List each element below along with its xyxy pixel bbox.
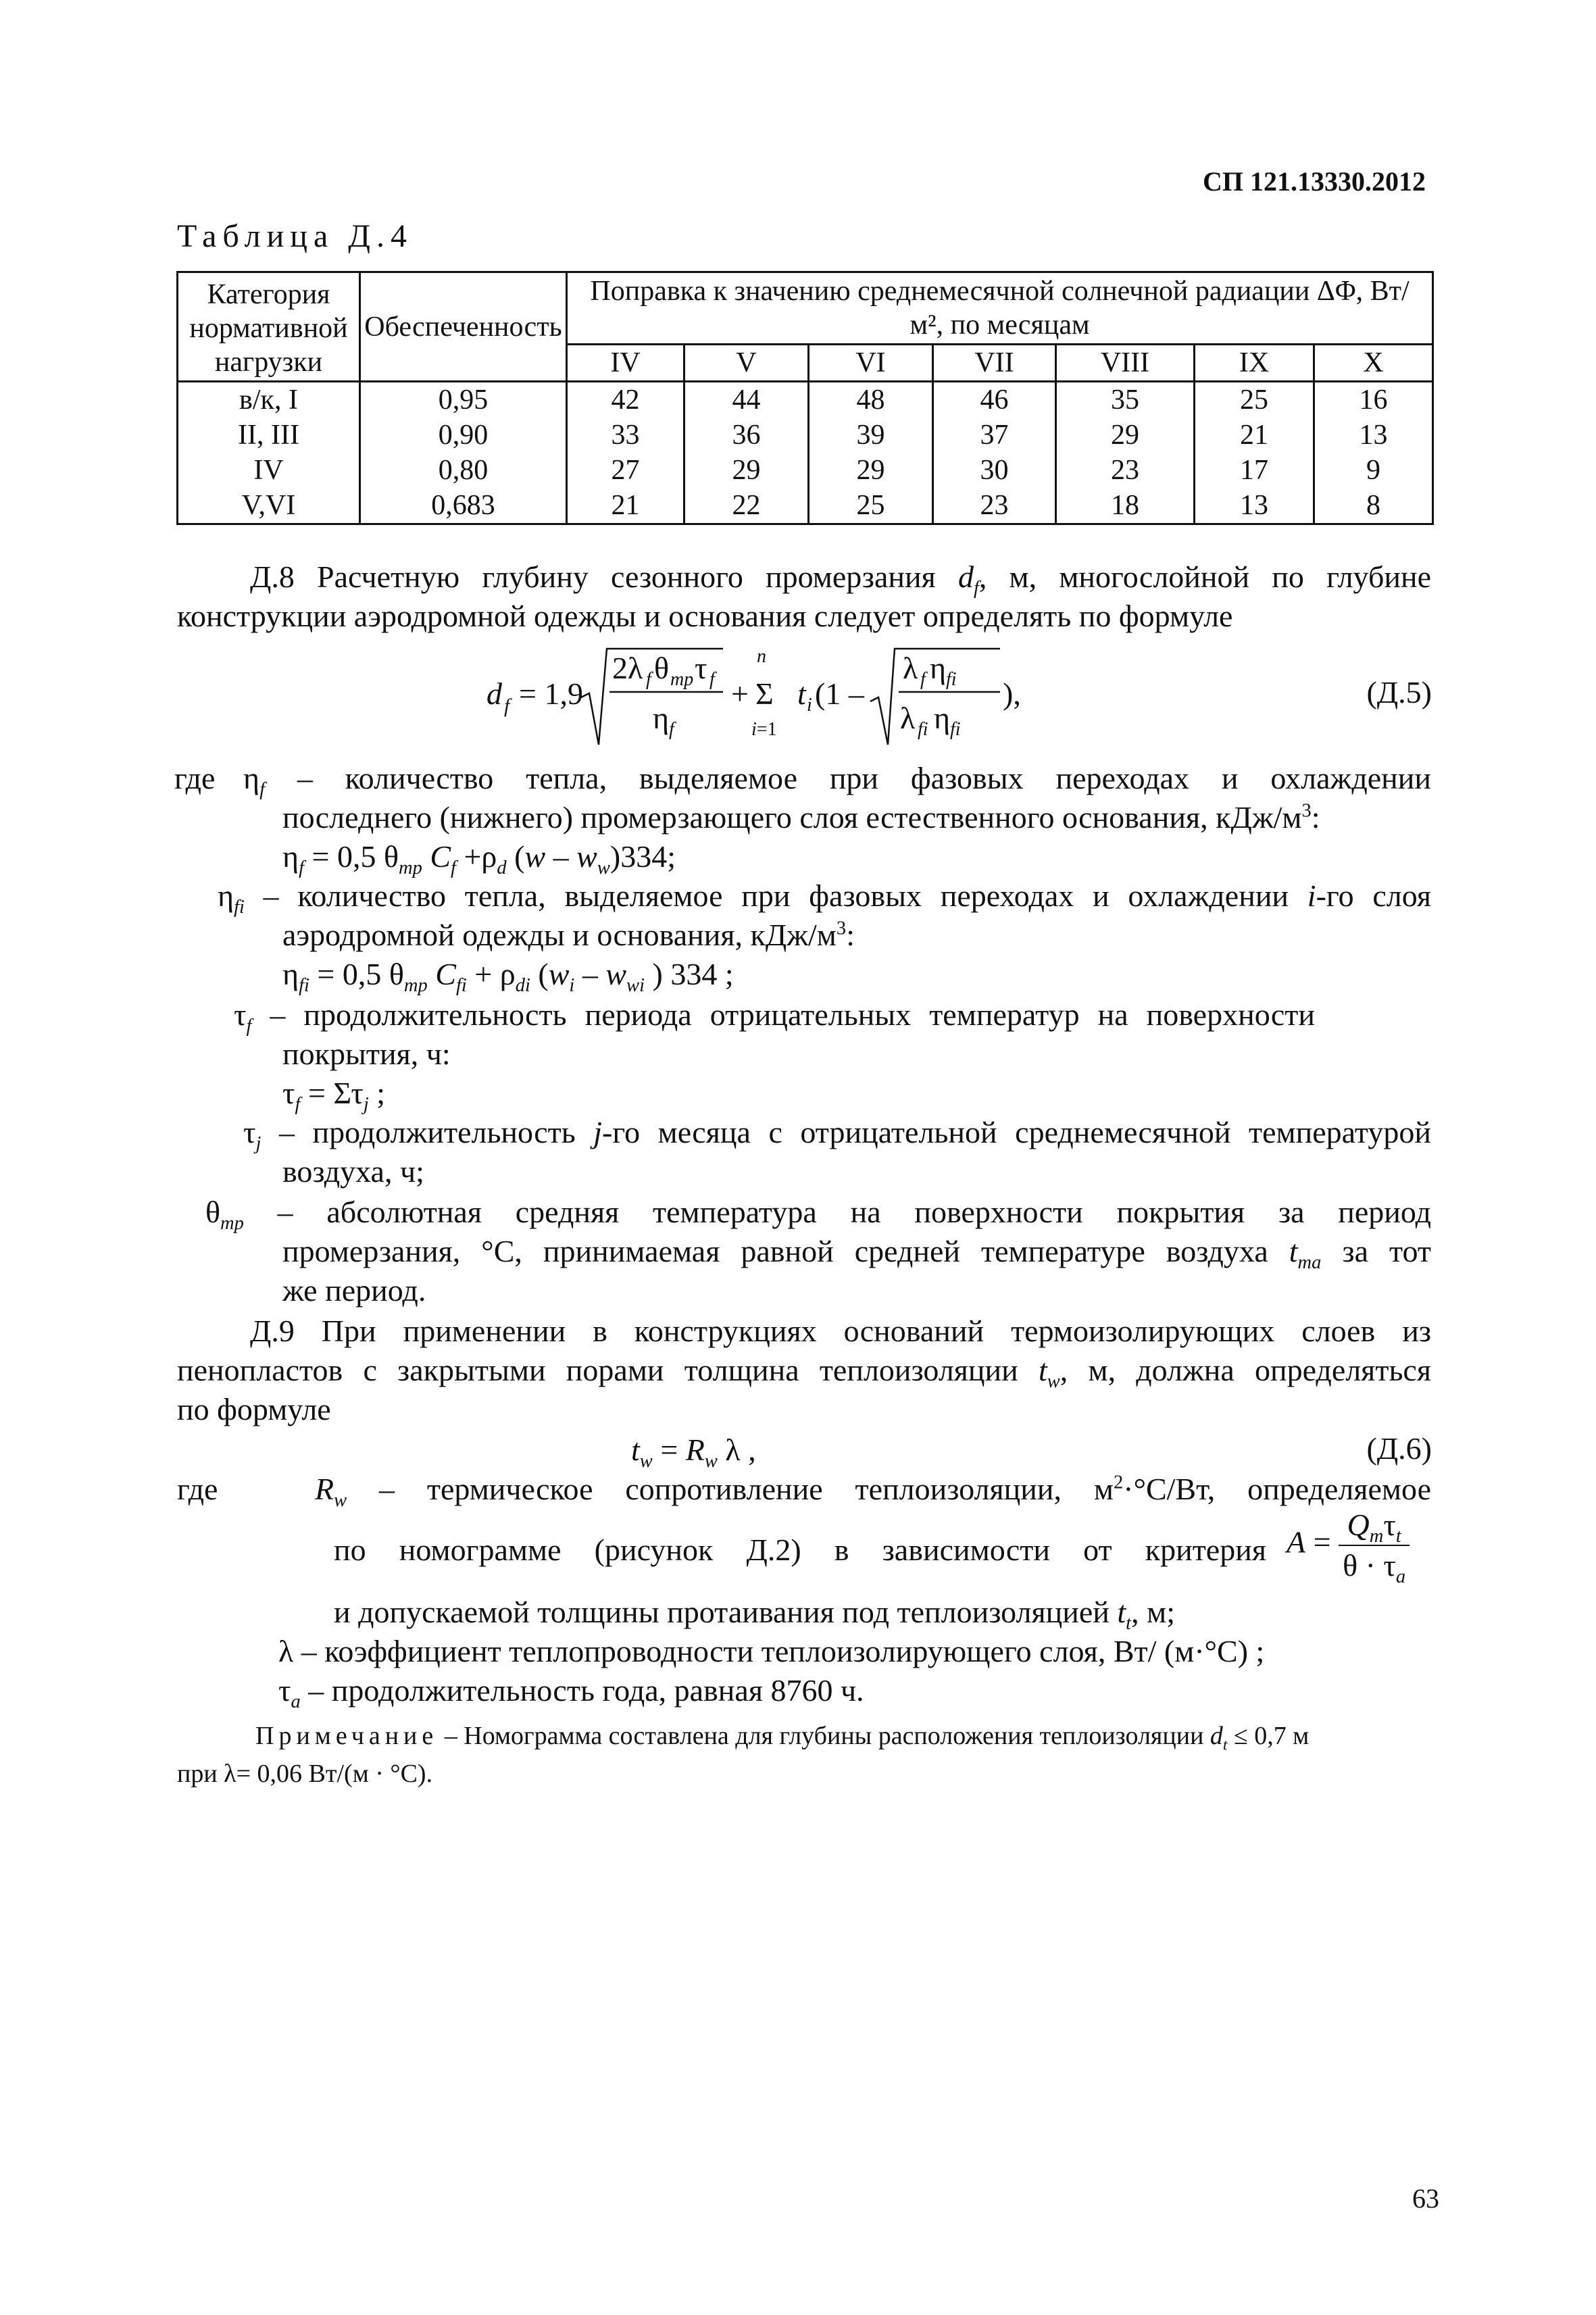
svg-text:i: i <box>807 695 812 716</box>
svg-text:η: η <box>653 701 670 735</box>
value-cell: 44 <box>684 382 809 418</box>
note-line1: Примечание – Номограмма составлена для глубины расположения теплоизоляции $d_t \le 0,7$ м <box>255 1722 1310 1754</box>
document-code: СП 121.13330.2012 <box>1203 166 1426 197</box>
d9-line1: Д.9 При применении в конструкциях оснований термоизолирующих слоев из <box>250 1314 1431 1348</box>
svg-text:= 1,9: = 1,9 <box>519 676 583 711</box>
category-cell: IV <box>178 453 360 488</box>
value-cell: 22 <box>684 488 809 524</box>
value-cell: 33 <box>567 418 684 453</box>
formula-d6: $t_w = R_w$ λ , <box>631 1433 756 1472</box>
probability-cell: 0,90 <box>360 418 567 453</box>
d9-line3: по формуле <box>177 1392 331 1426</box>
value-cell: 23 <box>1056 453 1195 488</box>
svg-text:(1 –: (1 – <box>815 676 864 711</box>
d8-line2: конструкции аэродромной одежды и основания следует определять по формуле <box>177 599 1233 633</box>
formula-d5-label: (Д.5) <box>1366 675 1432 710</box>
value-cell: 39 <box>809 418 933 453</box>
value-cell: 35 <box>1056 382 1195 418</box>
svg-text:Σ: Σ <box>755 676 774 711</box>
value-cell: 29 <box>1056 418 1195 453</box>
svg-text:n: n <box>757 646 766 667</box>
month-header: IX <box>1195 345 1314 382</box>
month-header: VII <box>933 345 1056 382</box>
svg-text:d: d <box>487 676 502 711</box>
svg-text:η: η <box>934 701 951 735</box>
tau-j-definition-1: $\tau_j$ – продолжительность j-го месяца с отрицательной среднемесячной температурой <box>243 1115 1431 1155</box>
lambda-definition: λ – коэффициент теплопроводности теплоизолирующего слоя, Вт/ (м·°С) ; <box>278 1634 1265 1668</box>
table-caption: Таблица Д.4 <box>177 218 414 254</box>
eta-f-definition-2: последнего (нижнего) промерзающего слоя естественного основания, кДж/$м^3$: <box>282 800 1320 835</box>
svg-text:f: f <box>504 695 510 717</box>
svg-text:λ: λ <box>903 651 918 685</box>
note-label: Примечание <box>255 1722 439 1750</box>
value-cell: 18 <box>1056 488 1195 524</box>
category-cell: V,VI <box>178 488 360 524</box>
probability-cell: 0,683 <box>360 488 567 524</box>
rw-definition-3: и допускаемой толщины протаивания под теплоизоляцией $t_t$, м; <box>334 1595 1175 1635</box>
svg-text:mp: mp <box>670 669 694 690</box>
svg-text:fi: fi <box>946 669 957 690</box>
svg-text:f: f <box>669 719 674 740</box>
value-cell: 23 <box>933 488 1056 524</box>
value-cell: 21 <box>567 488 684 524</box>
d8-line1: Д.8 Расчетную глубину сезонного промерзания $d_f$, м, многослойной по глубине <box>250 559 1432 599</box>
header-correction: Поправка к значению среднемесячной солнечной радиации ΔΦ, Вт/м², по месяцам <box>567 272 1433 345</box>
table-row <box>178 382 1433 418</box>
value-cell: 21 <box>1195 418 1314 453</box>
value-cell: 48 <box>809 382 933 418</box>
tau-f-definition-1: $\tau_f$ – продолжительность периода отрицательных температур на поверхности <box>234 997 1315 1037</box>
value-cell: 42 <box>567 382 684 418</box>
svg-text:τ: τ <box>695 651 707 685</box>
category-cell: II, III <box>178 418 360 453</box>
svg-text:η: η <box>930 651 947 685</box>
formula-d5-graphic <box>487 637 1027 751</box>
svg-text:f: f <box>709 669 715 690</box>
value-cell: 36 <box>684 418 809 453</box>
value-cell: 13 <box>1314 418 1433 453</box>
formula-d6-label: (Д.6) <box>1366 1431 1432 1466</box>
value-cell: 9 <box>1314 453 1433 488</box>
eta-fi-definition-1: $\eta_{fi}$ – количество тепла, выделяемое при фазовых переходах и охлаждении i-го слоя <box>218 878 1432 918</box>
rw-definition-2: по номограмме (рисунок Д.2) в зависимости от критерия <box>334 1533 1266 1567</box>
value-cell: 25 <box>809 488 933 524</box>
month-header: IV <box>567 345 684 382</box>
table-row <box>178 453 1433 488</box>
value-cell: 46 <box>933 382 1056 418</box>
theta-definition-2: промерзания, °С, принимаемая равной средней температуре воздуха $t_{ma}$ за тот <box>282 1234 1431 1274</box>
header-probability: Обеспеченность <box>360 272 567 382</box>
theta-definition-3: же период. <box>282 1273 426 1308</box>
criterion-a-formula: A = $\frac{Q_m\tau_t}{\theta \cdot \tau_a}$ <box>1287 1505 1410 1585</box>
criterion-a-fraction: $\frac{Q_m\tau_t}{\theta \cdot \tau_a}$ <box>1339 1505 1410 1585</box>
value-cell: 27 <box>567 453 684 488</box>
svg-text:i=1: i=1 <box>751 719 777 740</box>
svg-text:θ: θ <box>654 651 670 685</box>
svg-text:f: f <box>920 669 926 690</box>
value-cell: 37 <box>933 418 1056 453</box>
month-header: VI <box>809 345 933 382</box>
tau-j-definition-2: воздуха, ч; <box>282 1154 424 1189</box>
tau-f-formula: $\tau_f = \Sigma\tau_j$ ; <box>282 1076 386 1116</box>
value-cell: 29 <box>809 453 933 488</box>
svg-text:fi: fi <box>950 719 961 740</box>
value-cell: 17 <box>1195 453 1314 488</box>
eta-f-formula: $\eta_f = 0,5$ $\theta_{mp}$ $C_f +\rho_d$ $(w - w_w)334$; <box>282 839 676 879</box>
month-header: VIII <box>1056 345 1195 382</box>
table-row <box>178 488 1433 524</box>
svg-text:f: f <box>646 669 651 690</box>
value-cell: 16 <box>1314 382 1433 418</box>
tau-f-definition-2: покрытия, ч: <box>282 1037 451 1071</box>
where-label: где <box>174 761 216 795</box>
category-cell: в/к, I <box>178 382 360 418</box>
value-cell: 8 <box>1314 488 1433 524</box>
eta-fi-definition-2: аэродромной одежды и основания, кДж/$м^3$: <box>282 918 855 952</box>
probability-cell: 0,95 <box>360 382 567 418</box>
value-cell: 30 <box>933 453 1056 488</box>
rw-definition-1: где $R_w$ – термическое сопротивление теплоизоляции, $м^2\cdot^\circ С/Вт$, определяемое <box>177 1472 1431 1512</box>
value-cell: 13 <box>1195 488 1314 524</box>
solar-radiation-table <box>176 271 1434 525</box>
eta-f-definition-1: $\eta_f$ – количество тепла, выделяемое при фазовых переходах и охлаждении <box>243 761 1431 801</box>
tau-a-definition: $\tau_a$ – продолжительность года, равная 8760 ч. <box>278 1673 864 1713</box>
svg-text:t: t <box>797 676 806 711</box>
month-header: X <box>1314 345 1433 382</box>
table-row <box>178 418 1433 453</box>
note-line2: при λ= 0,06 Вт/(м · °С). <box>177 1760 433 1788</box>
value-cell: 29 <box>684 453 809 488</box>
eta-fi-formula: $\eta_{fi} = 0,5$ $\theta_{mp}$ $C_{fi} + \rho_{di}$ ($w_i - w_{wi}$ ) 334 ; <box>282 957 734 997</box>
header-category: Категория нормативной нагрузки <box>178 272 360 382</box>
value-cell: 25 <box>1195 382 1314 418</box>
probability-cell: 0,80 <box>360 453 567 488</box>
svg-text:+: + <box>731 676 749 711</box>
svg-text:2λ: 2λ <box>612 651 643 685</box>
month-header: V <box>684 345 809 382</box>
svg-text:),: ), <box>1003 676 1021 711</box>
d9-line2: пенопластов с закрытыми порами толщина теплоизоляции $t_w$, м, должна определяться <box>177 1353 1431 1393</box>
svg-text:λ: λ <box>900 701 916 735</box>
theta-definition-1: $\theta_{mp}$ – абсолютная средняя температура на поверхности покрытия за период <box>205 1195 1431 1235</box>
svg-text:fi: fi <box>918 719 928 740</box>
page-number: 63 <box>1412 2183 1439 2214</box>
